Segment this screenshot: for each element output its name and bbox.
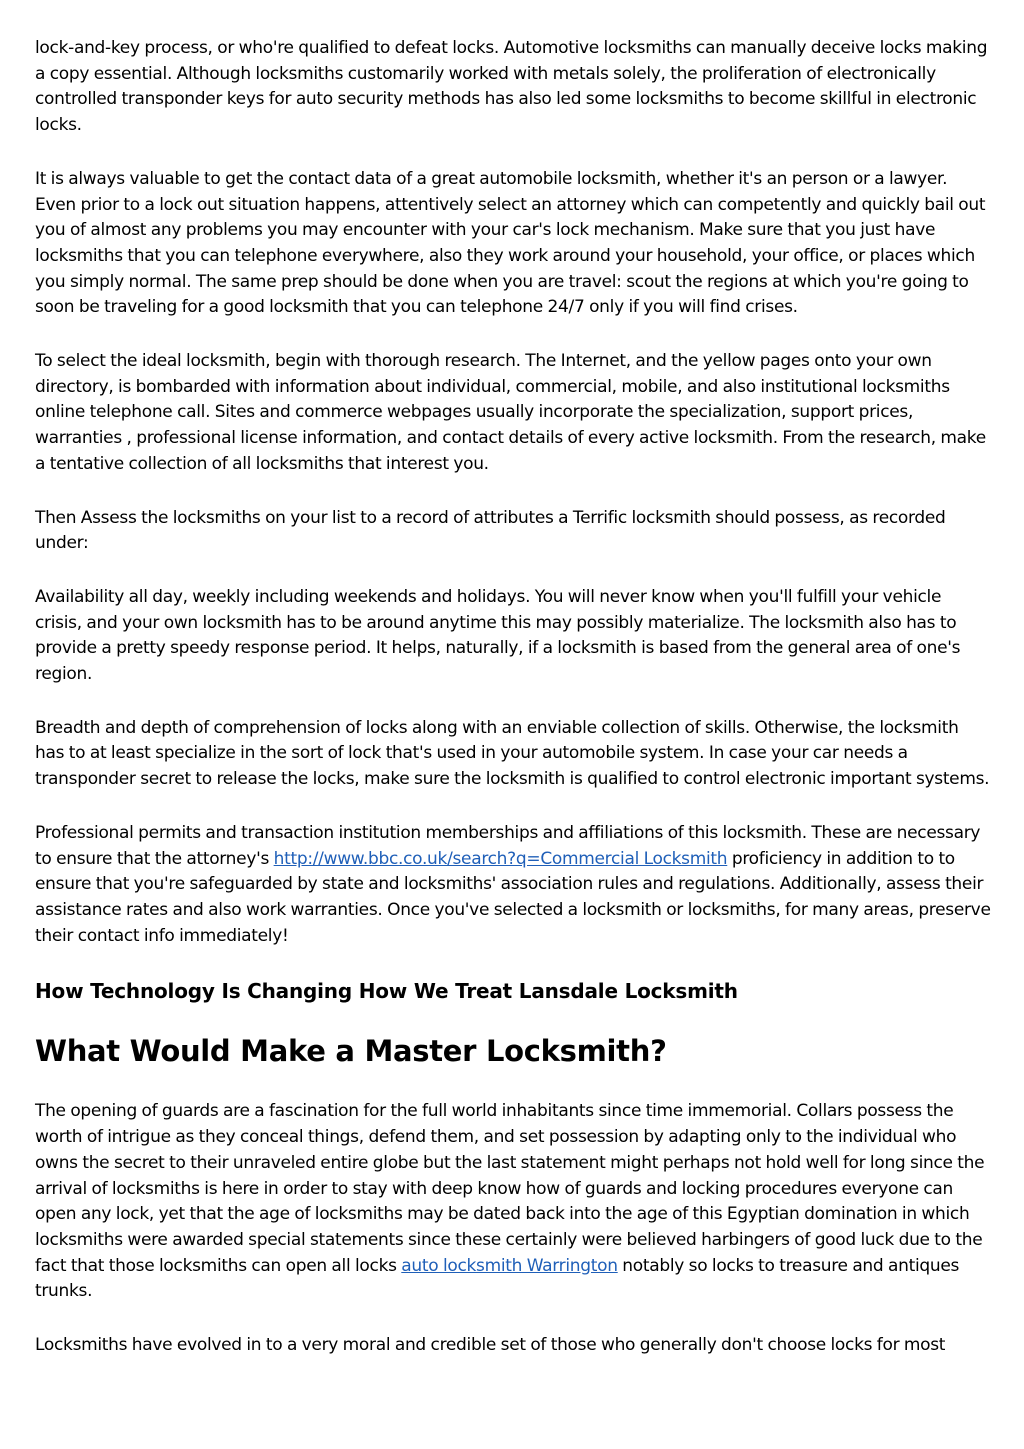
paragraph-assess-list: Then Assess the locksmiths on your list to a record of attributes a Terrific locksmith should possess, as recorded under: (35, 507, 946, 554)
paragraph-breadth-depth: Breadth and depth of comprehension of locks along with an enviable collection of skills. Otherwise, the locksmith has to at least specialize in the sort of lock that's used in your automobile system. In case your car needs a transponder secret to release the locks, make sure the locksmith is qualified to control electronic important systems. (35, 717, 990, 790)
paragraph-transponder-keys: lock-and-key process, or who're qualified to defeat locks. Automotive locksmiths can manually deceive locks making a copy essential. Although locksmiths customarily worked with metals solely, the proliferation of electronically controlled transponder keys for auto security methods has also led some locksmiths to become skillful in electronic locks. (35, 38, 988, 136)
paragraph-history-text-start: The opening of guards are a fascination for the full world inhabitants since time immemorial. Collars possess the worth of intrigue as they conceal things, defend them, and set possession by adapting only to the individual who owns the secret to their unraveled entire globe but the last statement might perhaps not hold well for long since the arrival of locksmiths is here in order to stay with deep know how of guards and locking procedures everyone can open any lock, yet that the age of locksmiths may be dated back into the age of this Egyptian domination in which locksmiths were awarded special statements since these certainly were believed harbingers of good luck due to the fact that those locksmiths can open all locks (35, 1101, 985, 1276)
paragraph-evolved: Locksmiths have evolved in to a very moral and credible set of those who generally don't choose locks for most (35, 1335, 946, 1356)
paragraph-permits (35, 821, 991, 950)
bbc-search-link[interactable]: http://www.bbc.co.uk/search?q=Commercial Locksmith (273, 848, 728, 869)
paragraph-research: To select the ideal locksmith, begin with thorough research. The Internet, and the yellow pages onto your own directory, is bombarded with information about individual, commercial, mobile, and also institutional locksmiths online telephone call. Sites and commerce webpages usually incorporate the specialization, support prices, warranties , professional license information, and contact details of every active locksmith. From the research, make a tentative collection of all locksmiths that interest you. (35, 351, 986, 474)
document-body (35, 36, 991, 1387)
paragraph-history-text-end: notably so locks to treasure and antiques trunks. (35, 1255, 960, 1302)
auto-locksmith-link[interactable]: auto locksmith Warrington (401, 1255, 618, 1276)
paragraph-contact-data: It is always valuable to get the contact data of a great automobile locksmith, whether it's an person or a lawyer. Even prior to a lock out situation happens, attentively select an attorney which can competently and quickly bail out you of almost any problems you may encounter with your car's lock mechanism. Make sure that you just have locksmiths that you can telephone everywhere, also they work around your household, your office, or places which you simply normal. The same prep should be done when you are travel: scout the regions at which you're going to soon be traveling for a good locksmith that you can telephone 24/7 only if you will find crises. (35, 168, 986, 318)
heading-master-locksmith: What Would Make a Master Locksmith? (35, 1034, 667, 1069)
paragraph-permits-text-start: Professional permits and transaction institution memberships and affiliations of this locksmith. These are necessary to ensure that the attorney's (35, 822, 981, 869)
subheading-technology: How Technology Is Changing How We Treat Lansdale Locksmith (35, 979, 738, 1004)
paragraph-availability: Availability all day, weekly including weekends and holidays. You will never know when you'll fulfill your vehicle crisis, and your own locksmith has to be around anytime this may possibly materialize. The locksmith also has to provide a pretty speedy response period. It helps, naturally, if a locksmith is based from the general area of one's region. (35, 586, 961, 685)
paragraph-permits-text-end: proficiency in addition to to ensure that you're safeguarded by state and locksmiths' association rules and regulations. Additionally, assess their assistance rates and also work warranties. Once you've selected a locksmith or locksmiths, for many areas, preserve their contact info immediately! (35, 848, 991, 946)
paragraph-history (35, 1099, 991, 1305)
